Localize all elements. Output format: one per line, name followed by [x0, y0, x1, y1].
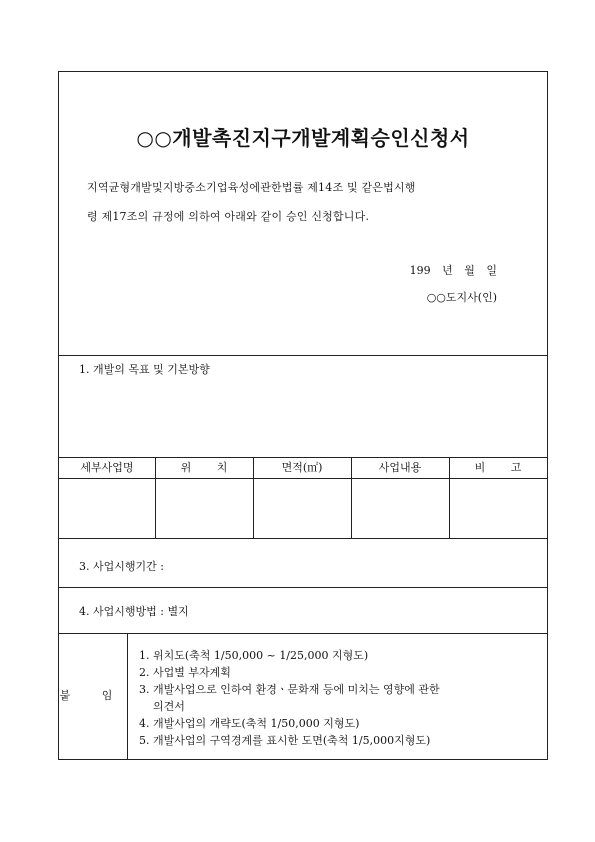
header-project-name: 세부사업명 [80, 461, 134, 474]
header-area: 면적(㎡) [281, 461, 323, 474]
divider-method [59, 633, 547, 634]
applicant-signature: ○○도지사(인) [426, 291, 497, 304]
attachment-item: 5. 개발사업의 구역경계를 표시한 도면(축척 1/5,000지형도) [139, 734, 431, 747]
period-label: 3. 사업시행기간 : [79, 560, 164, 573]
attachment-item: 의견서 [153, 700, 185, 713]
attachment-item: 1. 위치도(축척 1/50,000 ~ 1/25,000 지형도) [139, 649, 369, 662]
intro-line-2: 령 제17조의 규정에 의하여 아래와 같이 승인 신청합니다. [87, 210, 370, 223]
divider-period [59, 587, 547, 588]
intro-line-1: 지역균형개발및지방중소기업육성에관한법률 제14조 및 같은법시행 [87, 181, 416, 194]
attachments-label: 붙 임 [59, 689, 127, 702]
form-title: ○○개발촉진지구개발계획승인신청서 [136, 126, 470, 150]
attachment-divider [127, 633, 128, 760]
header-location: 위 치 [180, 461, 228, 474]
application-form [58, 71, 548, 760]
header-remarks: 비 고 [474, 461, 522, 474]
attachment-item: 2. 사업별 부자계획 [139, 666, 231, 679]
goals-label: 1. 개발의 목표 및 기본방향 [79, 363, 210, 376]
divider-header [59, 355, 547, 356]
method-label: 4. 사업시행방법 : 별지 [79, 605, 189, 618]
attachments-list [139, 647, 544, 749]
application-date: 199 년 월 일 [409, 264, 497, 277]
header-content: 사업내용 [378, 461, 422, 474]
attachment-item: 4. 개발사업의 개략도(축척 1/50,000 지형도) [139, 717, 360, 730]
table-bottom-line [59, 538, 547, 539]
attachment-item: 3. 개발사업으로 인하여 환경ㆍ문화재 등에 미치는 영향에 관한 [139, 683, 440, 696]
